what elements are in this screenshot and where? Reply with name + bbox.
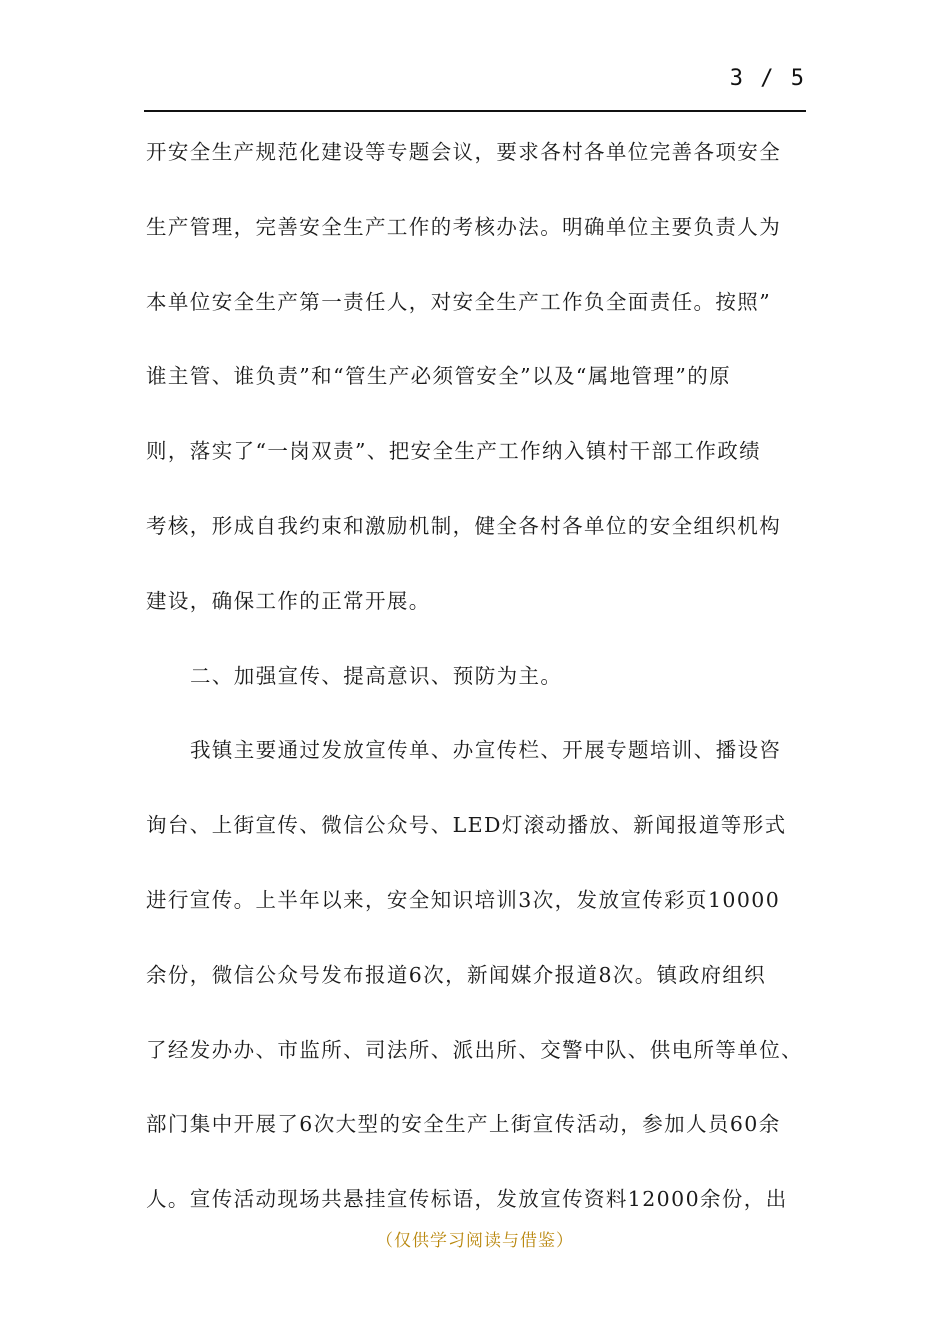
text-line: 本单位安全生产第一责任人，对安全生产工作负全面责任。按照” xyxy=(146,289,772,314)
text-line: 建设，确保工作的正常开展。 xyxy=(146,588,431,613)
text-line: 部门集中开展了6次大型的安全生产上街宣传活动，参加人员60余 xyxy=(146,1112,781,1137)
text-line: 开安全生产规范化建设等专题会议，要求各村各单位完善各项安全 xyxy=(146,140,782,164)
document-body xyxy=(146,130,826,1252)
text-line: 余份，微信公众号发布报道6次，新闻媒介报道8次。镇政府组织 xyxy=(146,962,767,987)
text-line: 了经发办办、市监所、司法所、派出所、交警中队、供电所等单位、 xyxy=(146,1037,803,1062)
text-line: 考核，形成自我约束和激励机制，健全各村各单位的安全组织机构 xyxy=(146,513,782,538)
text-line: 生产管理，完善安全生产工作的考核办法。明确单位主要负责人为 xyxy=(146,214,782,239)
text-line: 进行宣传。上半年以来，安全知识培训3次，发放宣传彩页10000 xyxy=(146,887,781,912)
section-heading: 二、加强宣传、提高意识、预防为主。 xyxy=(190,663,563,688)
text-line: 则，落实了“一岗双责”、把安全生产工作纳入镇村干部工作政绩 xyxy=(146,439,762,464)
header-rule xyxy=(144,110,806,112)
footer-note: （仅供学习阅读与借鉴） xyxy=(376,1231,574,1251)
text-line: 谁主管、谁负责”和“管生产必须管安全”以及“属地管理”的原 xyxy=(146,364,731,389)
page-number: 3 / 5 xyxy=(729,66,806,91)
text-line: 人。宣传活动现场共悬挂宣传标语，发放宣传资料12000余份，出 xyxy=(146,1187,788,1212)
text-line: 询台、上街宣传、微信公众号、LED灯滚动播放、新闻报道等形式 xyxy=(146,813,787,838)
paragraph-first-line: 我镇主要通过发放宣传单、办宣传栏、开展专题培训、播设咨 xyxy=(190,738,782,763)
